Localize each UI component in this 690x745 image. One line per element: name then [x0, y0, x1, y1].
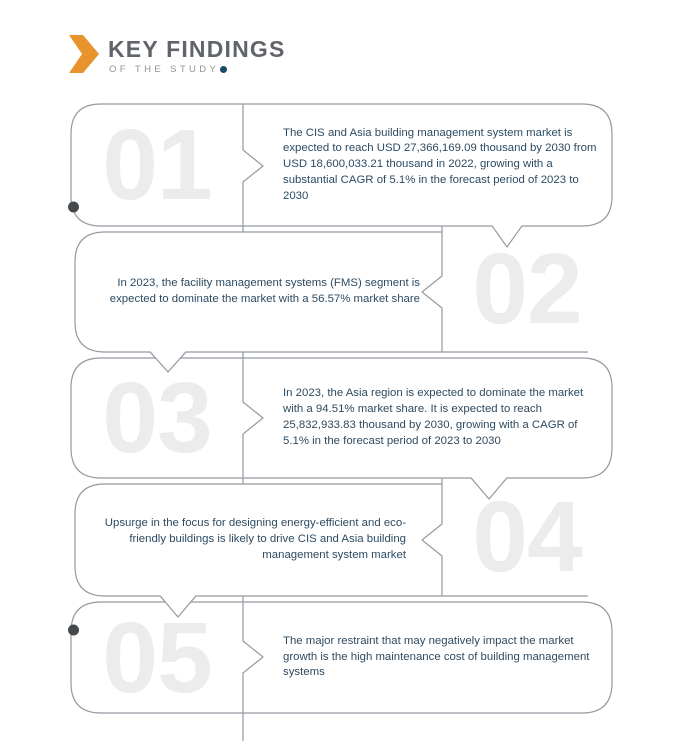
bubble-2-divider: [422, 226, 442, 352]
bubble-1-divider: [243, 105, 263, 226]
finding-5-number: 05: [102, 601, 212, 714]
finding-2-number: 02: [472, 233, 582, 345]
subtitle-dot-icon: [220, 66, 227, 73]
finding-5-text: [283, 602, 603, 713]
finding-1-text: [283, 104, 603, 226]
bubble-5-divider: [243, 603, 263, 713]
finding-4-paragraph: Upsurge in the focus for designing energy-efficient and eco-friendly buildings is likely to drive CIS and Asia building management system market: [104, 517, 406, 561]
page-subtitle-text: OF THE STUDY: [109, 64, 220, 75]
finding-1-paragraph: The CIS and Asia building management system market is expected to reach USD 27,366,169.09 thousand by 2030 from USD 18,600,033.21 thousand in 2022, growing with a substantial CAGR of 5.1% in the forecast period of 2023 to 2030: [283, 126, 597, 202]
page-title: KEY FINDINGS: [108, 36, 286, 62]
finding-3-paragraph: In 2023, the Asia region is expected to dominate the market with a 94.51% market share. It is expected to reach 25,832,933.83 thousand by 2030, growing with a CAGR of 5.1% in the forecast period of 2023 to 2030: [283, 387, 584, 447]
finding-2-text: [95, 232, 420, 352]
finding-4-number: 04: [472, 481, 582, 593]
bubble-3-divider: [243, 359, 263, 478]
finding-5-paragraph: The major restraint that may negatively impact the market growth is the high maintenance cost of building management systems: [283, 634, 590, 679]
finding-2-paragraph: In 2023, the facility management systems (FMS) segment is expected to dominate the market with a 56.57% market share: [109, 277, 420, 305]
page-subtitle: [109, 64, 409, 75]
finding-3-number: 03: [102, 362, 212, 474]
finding-1-number: 01: [102, 109, 212, 221]
finding-3-text: [283, 358, 603, 478]
bubble-4-divider: [422, 478, 442, 596]
finding-4-text: [98, 484, 406, 596]
orange-chevron-icon: [69, 35, 99, 73]
